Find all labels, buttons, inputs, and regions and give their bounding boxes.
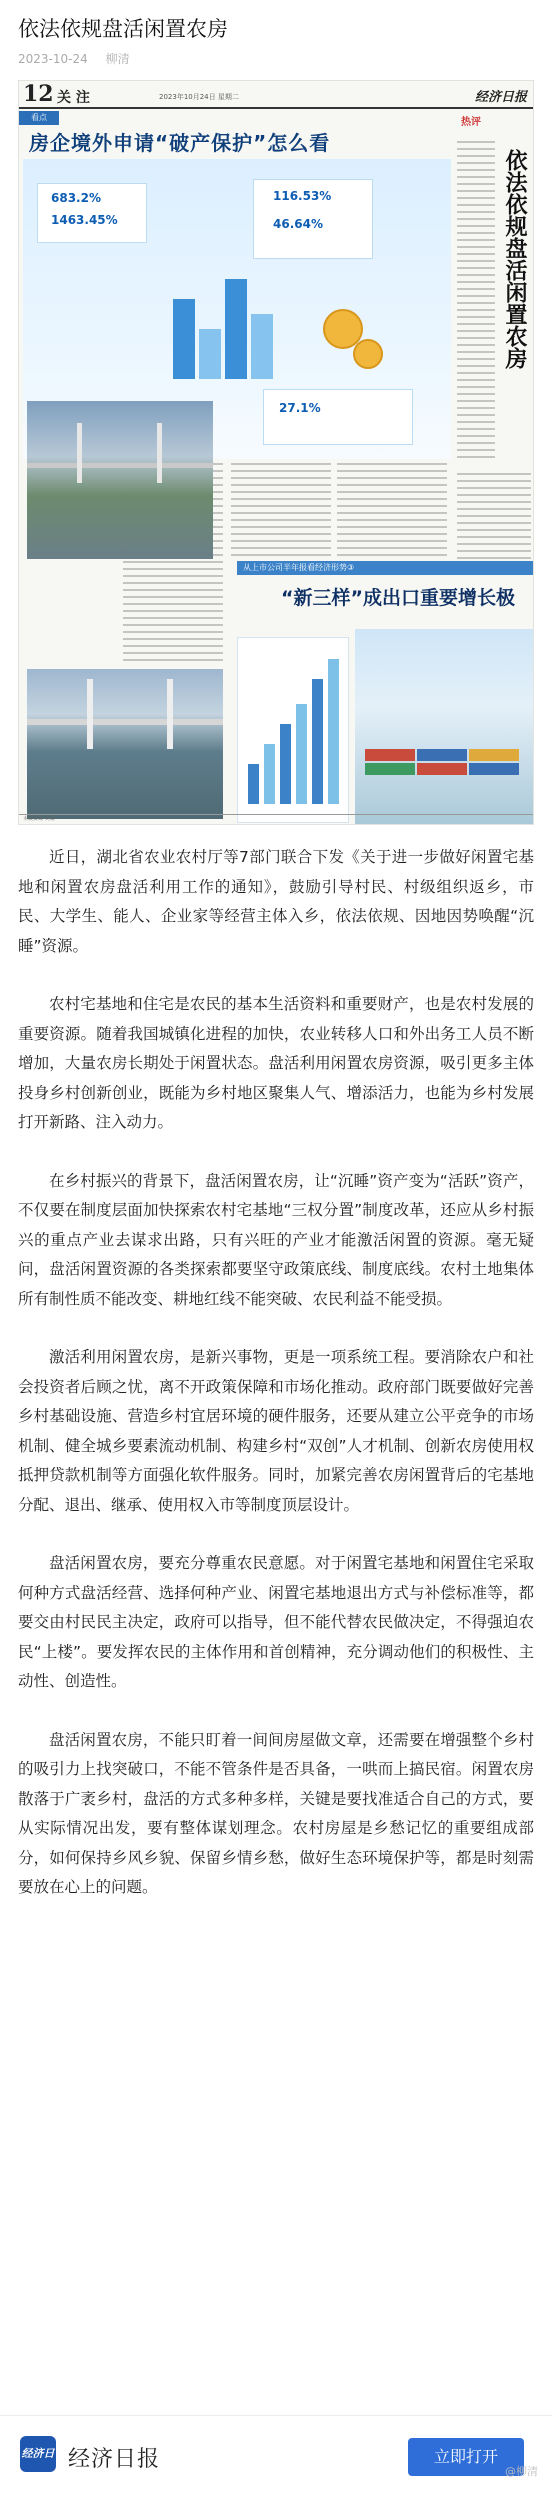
side-column xyxy=(453,111,534,471)
article-meta xyxy=(18,50,144,67)
newspaper-footer: 本版责编 美编 xyxy=(19,814,534,824)
watermark: @柳清 xyxy=(505,2465,538,2478)
shipping-container xyxy=(365,749,415,761)
bridge-pylon xyxy=(77,423,82,483)
article-paragraph: 激活利用闲置农房，是新兴事物，更是一项系统工程。要消除农户和社会投资者后顾之忧，离不开政策保障和市场化推动。政府部门既要做好完善乡村基础设施、营造乡村宜居环境的硬件服务，还要从建立公平竞争的市场机制、健全城乡要素流动机制、构建乡村“双创”人才机制、创新农房使用权抵押贷款机制等方面强化软件服务。同时，加紧完善农房闲置背后的宅基地分配、退出、继承、使用权入市等制度顶层设计。 xyxy=(18,1348,534,1514)
side-tag: 热评 xyxy=(461,117,481,128)
publish-date: 2023-10-24 xyxy=(18,52,88,66)
shipping-container xyxy=(365,763,415,775)
author-name[interactable]: 柳清 xyxy=(105,52,130,66)
chart-bar xyxy=(312,679,323,804)
infographic-bar xyxy=(251,314,273,379)
chart-bar xyxy=(264,744,275,804)
app-logo[interactable]: 经济日报 xyxy=(20,2436,56,2472)
figure-value: 46.64% xyxy=(273,217,323,231)
article-body xyxy=(18,843,534,1932)
chart-bar xyxy=(328,659,339,804)
text-column xyxy=(457,141,495,461)
bridge-deck xyxy=(27,463,213,468)
series-strip: 从上市公司半年报看经济形势③ xyxy=(237,561,534,575)
chart-bar xyxy=(296,704,307,804)
shipping-container xyxy=(417,749,467,761)
side-title: 依法依规盘活闲置农房 xyxy=(502,149,527,369)
figure-value: 683.2% xyxy=(51,191,101,205)
text-column xyxy=(337,463,447,559)
text-column xyxy=(231,463,331,559)
article-paragraph: 盘活闲置农房，不能只盯着一间间房屋做文章，还需要在增强整个乡村的吸引力上找突破口，不能不管条件是否具备，一哄而上搞民宿。闲置农房散落于广袤乡村，盘活的方式多种多样，关键是要找准适合自己的方式，要从实际情况出发，要有整体谋划理念。农村房屋是乡愁记忆的重要组成部分，如何保持乡风乡貌、保留乡情乡愁，做好生态环境保护等，都是时刻需要放在心上的问题。 xyxy=(18,1730,534,1896)
construction-photo xyxy=(27,669,223,819)
corner-tag: 看点 xyxy=(19,111,59,125)
headline-second: “新三样”成出口重要增长极 xyxy=(281,587,515,609)
coin-icon xyxy=(353,339,383,369)
newspaper-masthead xyxy=(19,81,534,109)
infographic-bar xyxy=(199,329,221,379)
chart-bar xyxy=(248,764,259,804)
app-brand-name: 经济日报 xyxy=(68,2447,161,2472)
infographic-panel xyxy=(263,389,413,445)
article-paragraph: 在乡村振兴的背景下，盘活闲置农房，让“沉睡”资产变为“活跃”资产，不仅要在制度层面加快探索农村宅基地“三权分置”制度改革，还应从乡村振兴的重点产业去谋求出路，只有兴旺的产业才能激活闲置的资源。毫无疑问，盘活闲置资源的各类探索都要坚守政策底线、制度底线。农村土地集体所有制性质不能改变、耕地红线不能突破、农民利益不能受损。 xyxy=(18,1171,534,1308)
shipping-container xyxy=(469,763,519,775)
app-download-bar xyxy=(0,2415,552,2496)
bridge-photo xyxy=(27,401,213,559)
export-chart-graphic xyxy=(237,637,349,823)
bridge-pylon xyxy=(87,679,93,749)
bridge-pylon xyxy=(167,679,173,749)
shipping-container xyxy=(469,749,519,761)
newspaper-brand: 经济日报 xyxy=(474,90,527,105)
article-paragraph: 盘活闲置农房，要充分尊重农民意愿。对于闲置宅基地和闲置住宅采取何种方式盘活经营、选择何种产业、闲置宅基地退出方式与补偿标准等，都要交由村民民主决定，政府可以指导，但不能代替农民做决定，不得强迫农民“上楼”。要发挥农民的主体作用和首创精神，充分调动他们的积极性、主动性、创造性。 xyxy=(18,1554,534,1690)
headline-main: 房企境外申请“破产保护”怎么看 xyxy=(29,131,331,155)
shipping-container xyxy=(417,763,467,775)
page-title: 依法依规盘活闲置农房 xyxy=(18,17,228,41)
figure-value: 27.1% xyxy=(279,401,321,415)
newspaper-date: 2023年10月24日 星期二 xyxy=(159,93,239,101)
port-photo xyxy=(355,629,533,825)
article-paragraph: 近日，湖北省农业农村厅等7部门联合下发《关于进一步做好闲置宅基地和闲置农房盘活利用工作的通知》，鼓励引导村民、村级组织返乡，市民、大学生、能人、企业家等经营主体入乡，依法依规、因地因势唤醒“沉睡”资源。 xyxy=(18,848,534,955)
infographic-bar xyxy=(173,299,195,379)
chart-bar xyxy=(280,724,291,804)
section-name: 关 注 xyxy=(57,90,90,106)
bridge-pylon xyxy=(157,423,162,483)
bridge-deck xyxy=(27,719,223,725)
page-number: 12 xyxy=(23,81,54,107)
article-paragraph: 农村宅基地和住宅是农民的基本生活资料和重要财产，也是农村发展的重要资源。随着我国城镇化进程的加快，农业转移人口和外出务工人员不断增加，大量农房长期处于闲置状态。盘活利用闲置农房资源，吸引更多主体投身乡村创新创业，既能为乡村地区聚集人气、增添活力，也能为乡村发展打开新路、注入动力。 xyxy=(18,995,534,1131)
figure-value: 1463.45% xyxy=(51,213,118,227)
text-column xyxy=(457,473,531,559)
open-app-button[interactable]: 立即打开 xyxy=(408,2438,524,2476)
newspaper-page-image[interactable] xyxy=(18,80,534,825)
infographic-bar xyxy=(225,279,247,379)
figure-value: 116.53% xyxy=(273,189,332,203)
